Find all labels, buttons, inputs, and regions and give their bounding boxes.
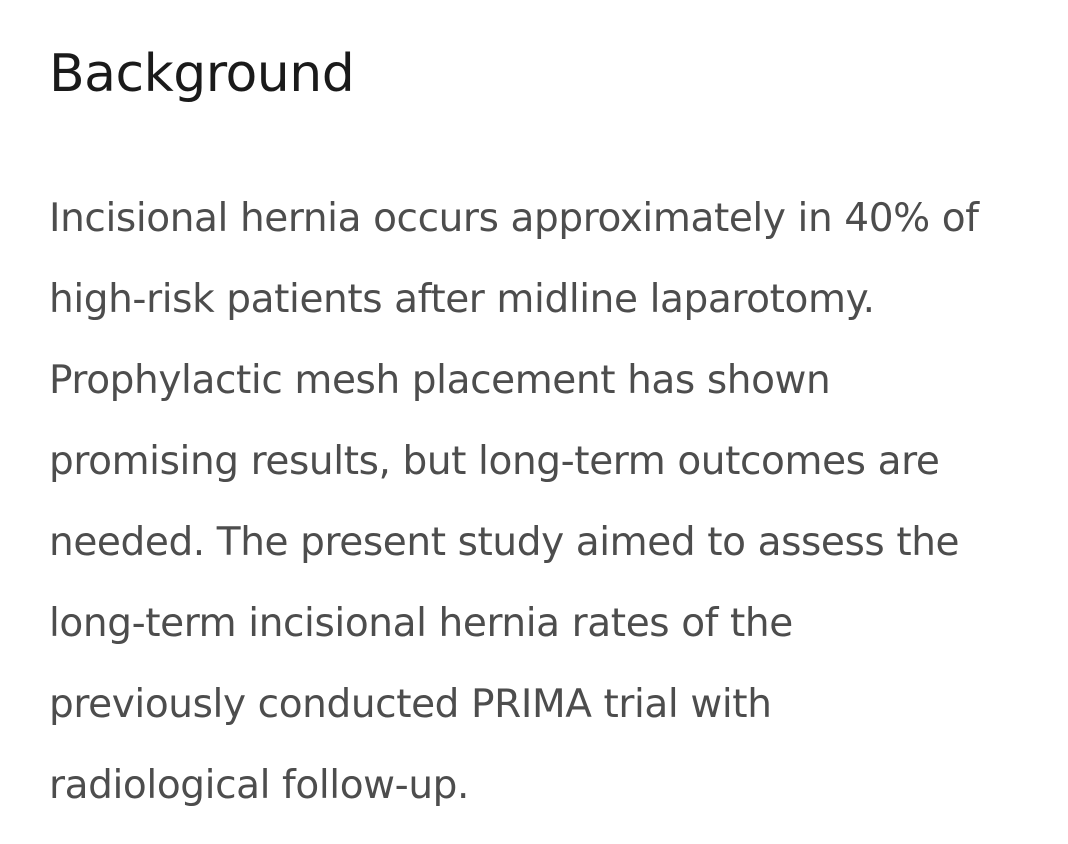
paragraph-line: long-term incisional hernia rates of the <box>49 601 793 646</box>
paragraph-line: previously conducted PRIMA trial with <box>49 682 772 727</box>
paragraph-line: promising results, but long-term outcomes are <box>49 439 940 484</box>
body-paragraph <box>49 178 1028 826</box>
paragraph-line: radiological follow-up. <box>49 763 470 808</box>
paragraph-line: Prophylactic mesh placement has shown <box>49 358 831 403</box>
section-heading: Background <box>49 44 355 104</box>
paragraph-line: needed. The present study aimed to assess the <box>49 520 960 565</box>
paragraph-line: high-risk patients after midline laparotomy. <box>49 277 875 322</box>
paragraph-line: Incisional hernia occurs approximately in 40% of <box>49 196 979 241</box>
